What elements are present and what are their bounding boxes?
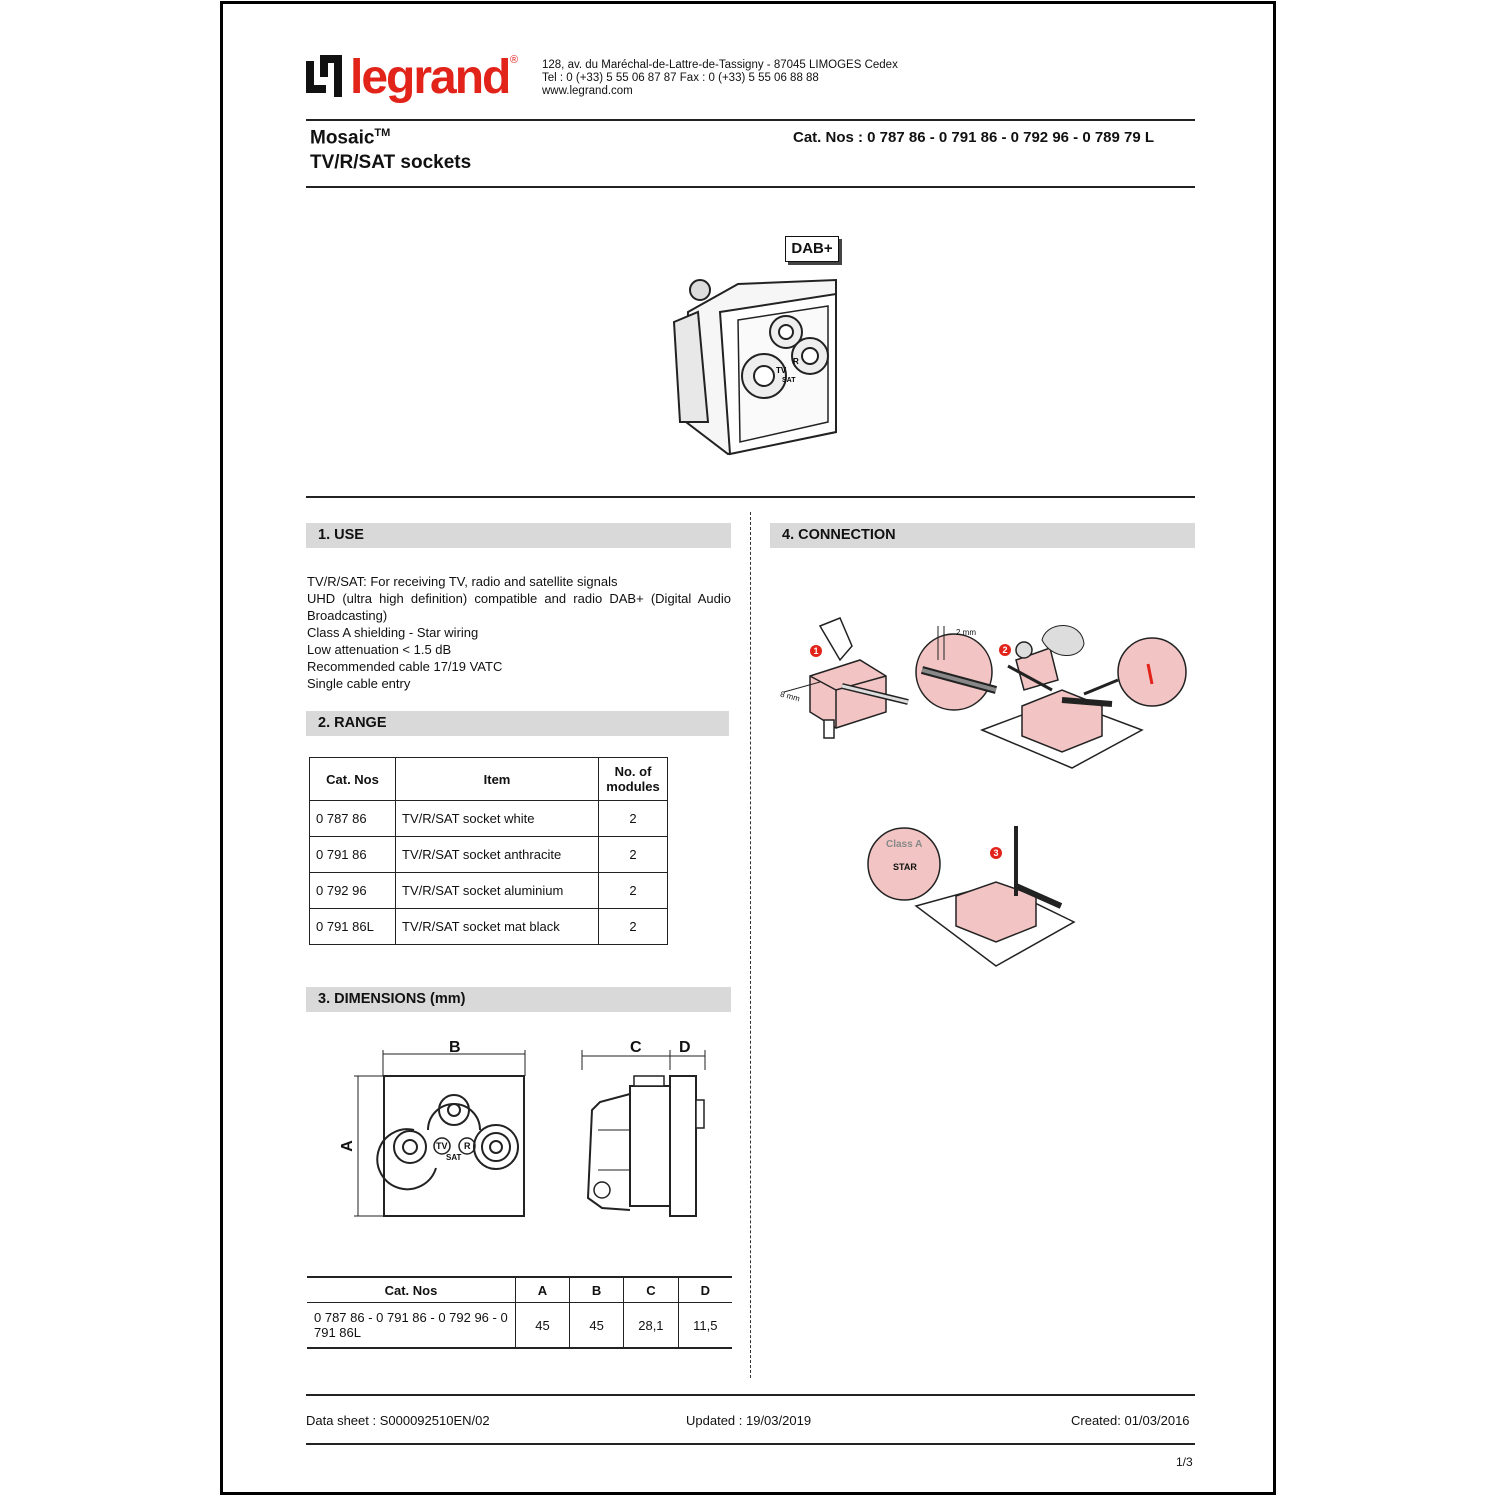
section-use-header: 1. USE bbox=[306, 523, 731, 548]
table-row bbox=[310, 837, 668, 873]
use-line: Recommended cable 17/19 VATC bbox=[307, 659, 503, 674]
use-line: UHD (ultra high definition) compatible and radio DAB+ (Digital Audio Broadcasting) bbox=[307, 591, 731, 623]
dimension-label-c: C bbox=[630, 1039, 642, 1056]
legrand-logo-icon bbox=[306, 55, 342, 97]
cell-dim-a: 45 bbox=[515, 1303, 569, 1349]
divider bbox=[306, 186, 1195, 188]
range-table bbox=[309, 757, 668, 945]
table-header-row bbox=[307, 1277, 732, 1303]
cell-modules: 2 bbox=[599, 837, 668, 873]
section-connection-header: 4. CONNECTION bbox=[770, 523, 1195, 548]
cell-cat-nos: 0 787 86 - 0 791 86 - 0 792 96 - 0 791 86L bbox=[307, 1303, 515, 1349]
column-header: C bbox=[624, 1277, 678, 1303]
divider bbox=[306, 1443, 1195, 1445]
page-number: 1/3 bbox=[1176, 1455, 1193, 1469]
star-label: STAR bbox=[893, 862, 917, 872]
table-header-row bbox=[310, 758, 668, 801]
brand-logo-text: legrand bbox=[350, 51, 510, 104]
cell-modules: 2 bbox=[599, 801, 668, 837]
dimension-label-b: B bbox=[449, 1039, 461, 1056]
step1-marker: 1 bbox=[810, 645, 822, 657]
front-view-drawing bbox=[340, 1050, 540, 1225]
table-row bbox=[310, 873, 668, 909]
use-line: Class A shielding - Star wiring bbox=[307, 625, 479, 640]
use-description bbox=[307, 573, 731, 692]
cell-cat-no: 0 791 86L bbox=[310, 909, 396, 945]
cell-dim-c: 28,1 bbox=[624, 1303, 678, 1349]
created-date: Created: 01/03/2016 bbox=[1071, 1413, 1190, 1428]
table-row bbox=[310, 909, 668, 945]
section-range-header: 2. RANGE bbox=[306, 711, 729, 736]
cell-dim-b: 45 bbox=[570, 1303, 624, 1349]
class-a-label: Class A bbox=[886, 839, 923, 850]
dab-badge: DAB+ bbox=[785, 236, 839, 262]
cell-item: TV/R/SAT socket aluminium bbox=[396, 873, 599, 909]
column-header: Cat. Nos bbox=[310, 758, 396, 801]
step3-marker: 3 bbox=[990, 847, 1002, 859]
divider bbox=[306, 496, 1195, 498]
svg-text:R: R bbox=[793, 357, 799, 366]
sat-label: SAT bbox=[446, 1153, 462, 1162]
svg-text:TV: TV bbox=[776, 366, 787, 375]
registered-mark: ® bbox=[510, 54, 519, 66]
column-header: A bbox=[515, 1277, 569, 1303]
cell-cat-no: 0 787 86 bbox=[310, 801, 396, 837]
address-line: 128, av. du Maréchal-de-Lattre-de-Tassigny - 87045 LIMOGES Cedex bbox=[542, 59, 898, 71]
column-header: B bbox=[570, 1277, 624, 1303]
svg-text:SAT: SAT bbox=[782, 377, 796, 384]
dimension-label-d: D bbox=[679, 1039, 691, 1056]
column-divider bbox=[750, 512, 751, 1378]
cell-item: TV/R/SAT socket anthracite bbox=[396, 837, 599, 873]
cell-cat-no: 0 791 86 bbox=[310, 837, 396, 873]
table-row bbox=[307, 1303, 732, 1349]
updated-date: Updated : 19/03/2019 bbox=[686, 1413, 812, 1428]
dimension-label-a: A bbox=[338, 1140, 356, 1152]
cell-item: TV/R/SAT socket mat black bbox=[396, 909, 599, 945]
cell-modules: 2 bbox=[599, 909, 668, 945]
step2-marker: 2 bbox=[999, 644, 1011, 656]
column-header: D bbox=[678, 1277, 732, 1303]
column-header: Item bbox=[396, 758, 599, 801]
website-link[interactable]: www.legrand.com bbox=[542, 85, 633, 97]
divider bbox=[306, 119, 1195, 121]
section-dimensions-header: 3. DIMENSIONS (mm) bbox=[306, 987, 731, 1012]
company-address bbox=[542, 59, 898, 98]
cell-dim-d: 11,5 bbox=[678, 1303, 732, 1349]
cell-modules: 2 bbox=[599, 873, 668, 909]
product-image bbox=[668, 272, 846, 456]
r-label: R bbox=[464, 1141, 471, 1151]
step1-strip-cable-illustration bbox=[780, 616, 910, 742]
page-title: TV/R/SAT sockets bbox=[310, 152, 472, 173]
phone-line: Tel : 0 (+33) 5 55 06 87 87 Fax : 0 (+33) 5 55 06 88 88 bbox=[542, 72, 819, 84]
table-row bbox=[310, 801, 668, 837]
dimensions-table bbox=[307, 1276, 732, 1349]
step2-insert-cable-illustration bbox=[912, 620, 1192, 770]
cell-cat-no: 0 792 96 bbox=[310, 873, 396, 909]
datasheet-reference: Data sheet : S000092510EN/02 bbox=[306, 1413, 490, 1428]
braid-length-label: 2 mm bbox=[956, 628, 976, 637]
column-header: No. of modules bbox=[599, 758, 668, 801]
range-name: Mosaic™ bbox=[310, 127, 391, 149]
use-line: Low attenuation < 1.5 dB bbox=[307, 642, 452, 657]
column-header: Cat. Nos bbox=[307, 1277, 515, 1303]
catalogue-numbers: Cat. Nos : 0 787 86 - 0 791 86 - 0 792 96 - 0 789 79 L bbox=[793, 129, 1155, 146]
side-view-drawing bbox=[578, 1050, 712, 1225]
use-line: TV/R/SAT: For receiving TV, radio and satellite signals bbox=[307, 574, 618, 589]
use-line: Single cable entry bbox=[307, 676, 411, 691]
divider bbox=[306, 1394, 1195, 1396]
tv-label: TV bbox=[436, 1141, 448, 1151]
cell-item: TV/R/SAT socket white bbox=[396, 801, 599, 837]
strip-length-label: 8 mm bbox=[779, 689, 801, 704]
